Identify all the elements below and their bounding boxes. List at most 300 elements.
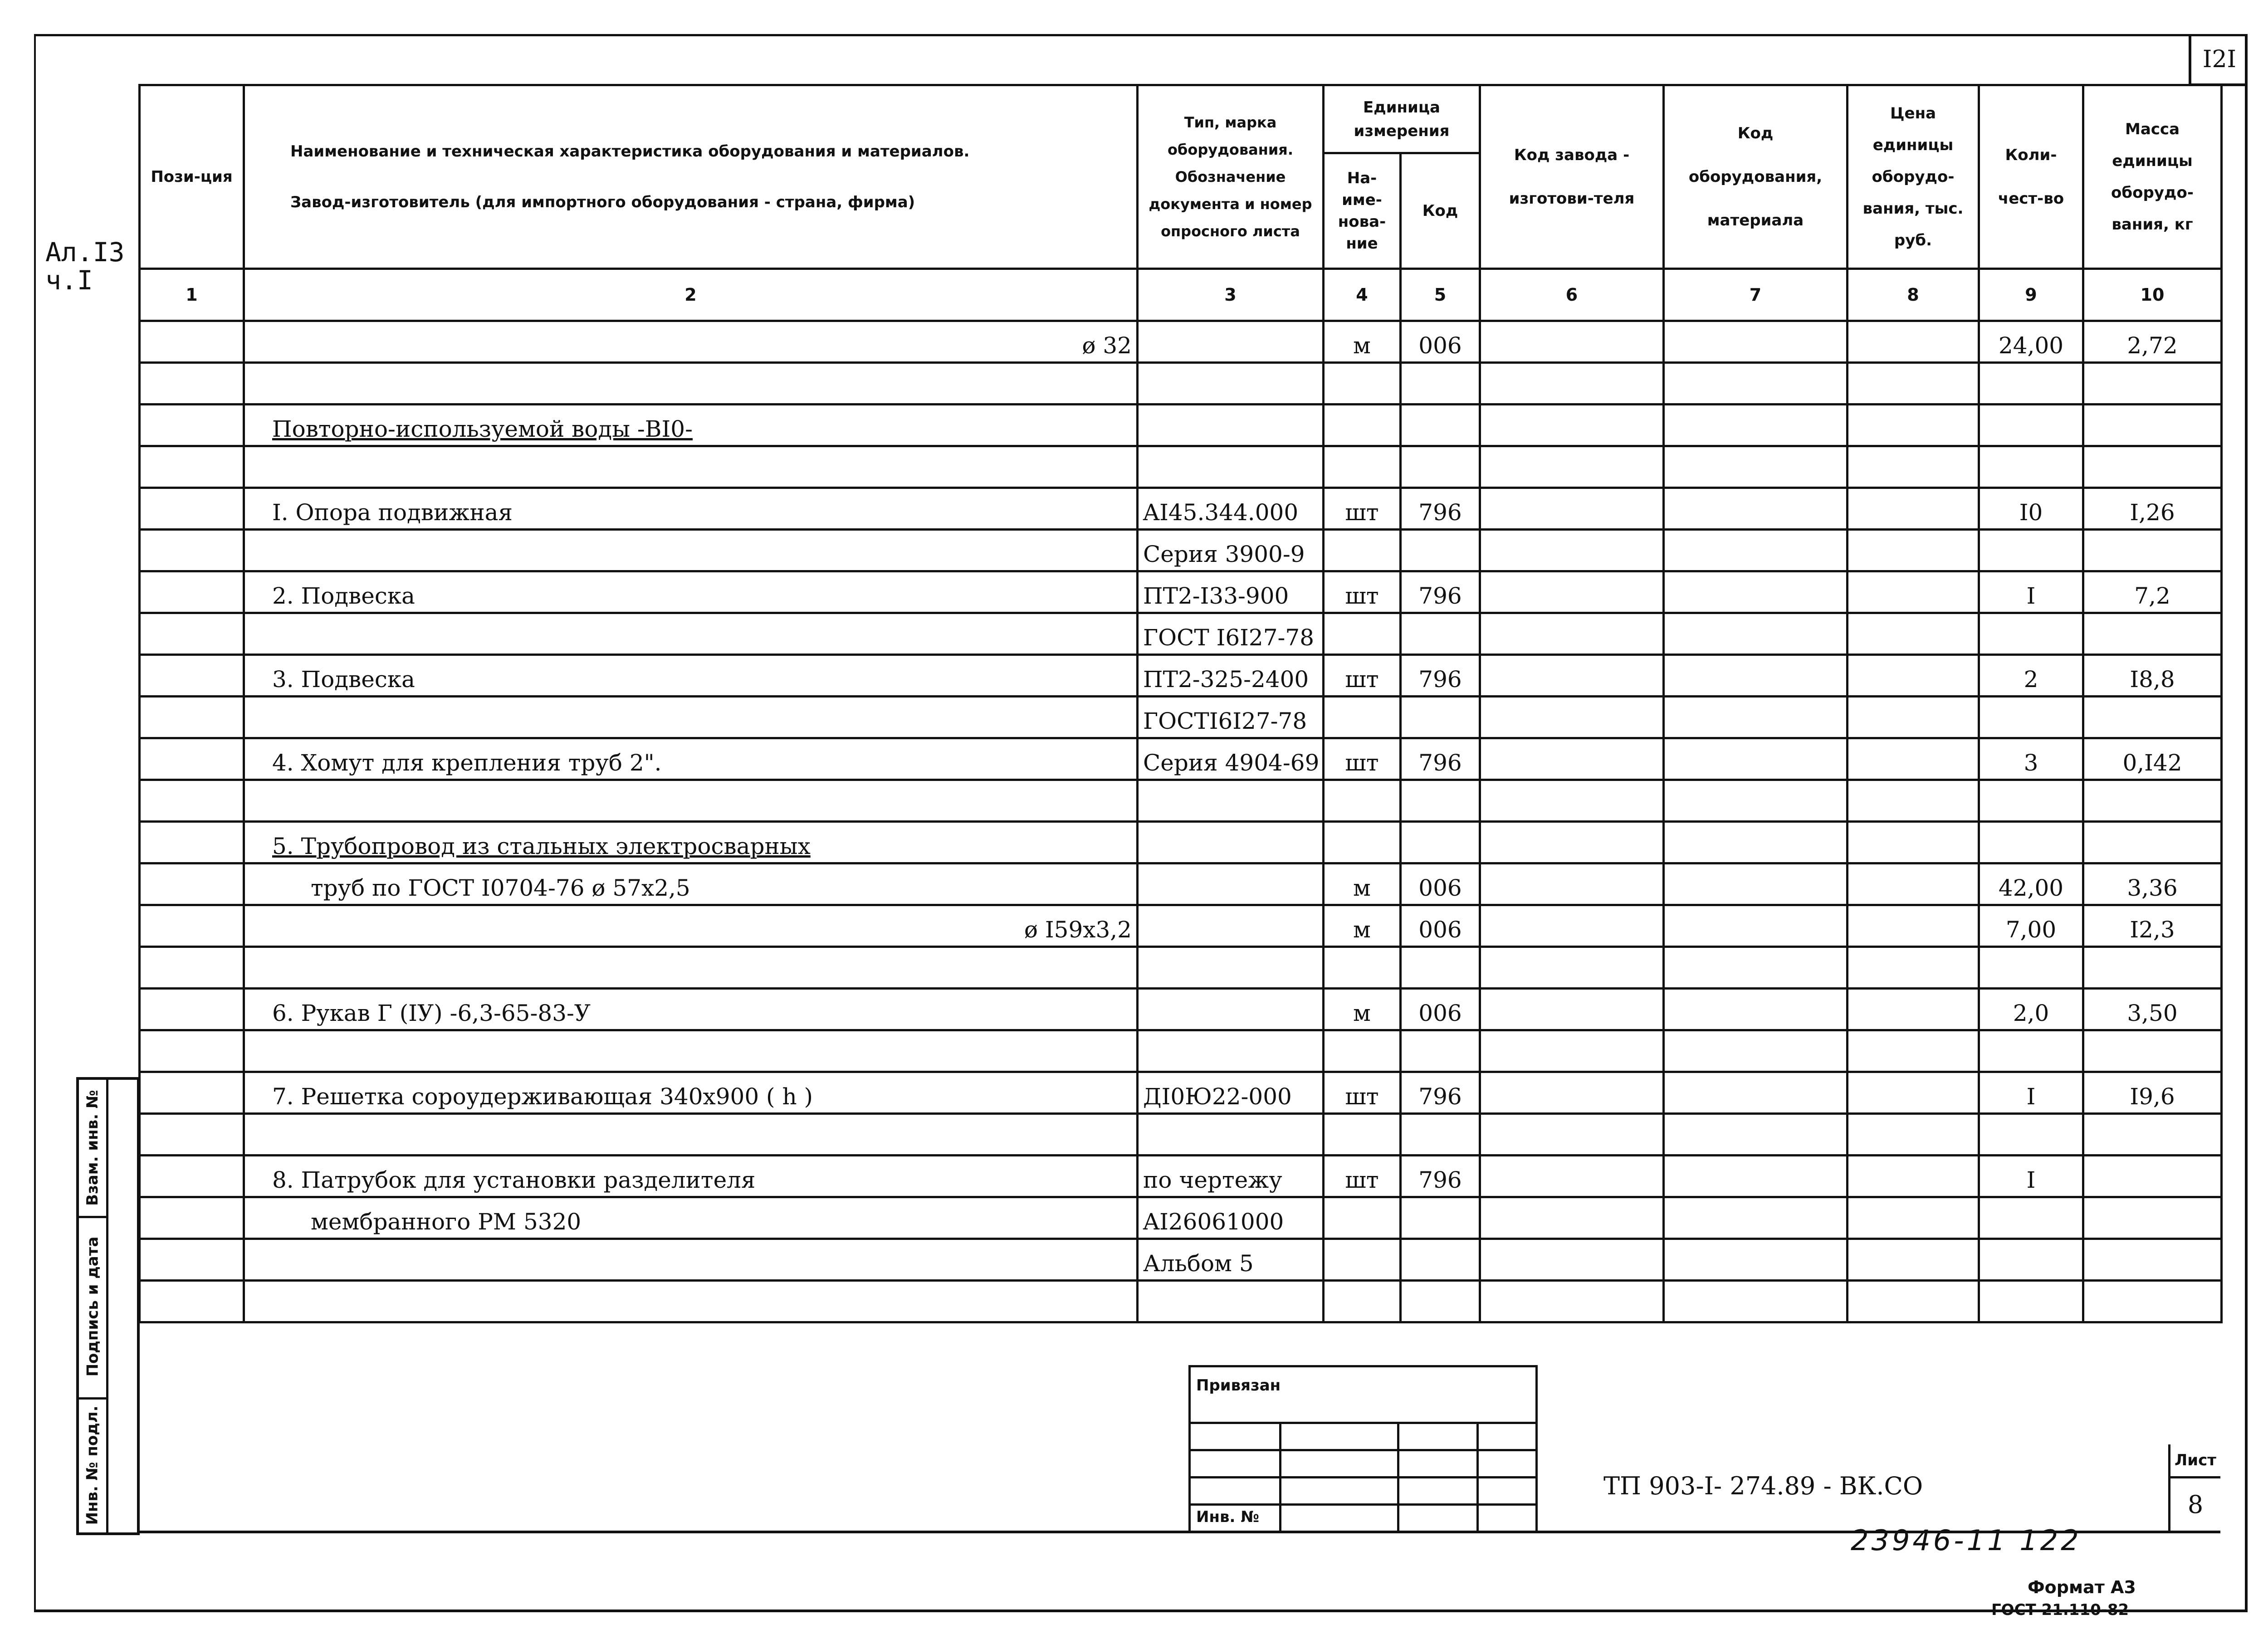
cell-mass	[2083, 405, 2222, 446]
cell-type	[1138, 1114, 1324, 1156]
cell-mass: I9,6	[2083, 1072, 2222, 1114]
cell-pos	[140, 989, 244, 1030]
cell-unit	[1324, 1239, 1401, 1281]
cell-code	[1401, 613, 1480, 655]
cell-p	[1848, 1281, 1979, 1322]
cell-code	[1401, 1281, 1480, 1322]
cell-pos	[140, 321, 244, 363]
table-row	[140, 571, 2222, 613]
cell-m	[1664, 446, 1848, 488]
cell-unit	[1324, 405, 1401, 446]
cell-qty: 2	[1979, 655, 2083, 697]
title-block	[1188, 1365, 1538, 1533]
cell-type	[1138, 321, 1324, 363]
cell-name: 6. Рукав Г (IУ) -6,3-65-83-У	[244, 989, 1138, 1030]
cell-p	[1848, 1156, 1979, 1197]
cell-type: ПТ2-I33-900	[1138, 571, 1324, 613]
cell-qty: 24,00	[1979, 321, 2083, 363]
cell-unit	[1324, 1030, 1401, 1072]
cell-pos	[140, 1030, 244, 1072]
cell-type	[1138, 863, 1324, 905]
cell-f	[1480, 738, 1664, 780]
cell-unit	[1324, 613, 1401, 655]
cell-unit	[1324, 1114, 1401, 1156]
header-position: Пози-ция	[140, 85, 244, 269]
cell-name	[244, 613, 1138, 655]
cell-qty	[1979, 1281, 2083, 1322]
table-body	[140, 321, 2222, 1322]
stamp-vzam: Взам. инв. №	[83, 1090, 102, 1206]
cell-p	[1848, 863, 1979, 905]
cell-qty: 42,00	[1979, 863, 2083, 905]
cell-m	[1664, 697, 1848, 738]
cell-p	[1848, 655, 1979, 697]
cell-m	[1664, 1072, 1848, 1114]
cell-pos	[140, 488, 244, 530]
cell-qty: 2,0	[1979, 989, 2083, 1030]
cell-m	[1664, 738, 1848, 780]
cell-mass	[2083, 697, 2222, 738]
cell-unit	[1324, 697, 1401, 738]
cell-type: AI45.344.000	[1138, 488, 1324, 530]
cell-f	[1480, 488, 1664, 530]
cell-code	[1401, 530, 1480, 571]
cell-code	[1401, 363, 1480, 405]
table-row	[140, 530, 2222, 571]
cell-pos	[140, 738, 244, 780]
cell-mass	[2083, 822, 2222, 863]
cell-qty	[1979, 1239, 2083, 1281]
table-row	[140, 989, 2222, 1030]
cell-mass: 2,72	[2083, 321, 2222, 363]
cell-f	[1480, 446, 1664, 488]
cell-code	[1401, 1030, 1480, 1072]
gost-label: ГОСТ 21.110-82	[1991, 1601, 2129, 1619]
col-number: 7	[1664, 269, 1848, 321]
cell-qty	[1979, 1114, 2083, 1156]
cell-m	[1664, 1239, 1848, 1281]
cell-name: мембранного РМ 5320	[244, 1197, 1138, 1239]
cell-code: 006	[1401, 989, 1480, 1030]
document-code: ТП 903-I- 274.89 - ВК.СО	[1603, 1472, 1923, 1500]
cell-mass	[2083, 1239, 2222, 1281]
cell-qty	[1979, 1030, 2083, 1072]
col-number: 4	[1324, 269, 1401, 321]
header-type: Тип, марка оборудования. Обозначение документа и номер опросного листа	[1138, 85, 1324, 269]
cell-code	[1401, 822, 1480, 863]
cell-code: 796	[1401, 488, 1480, 530]
cell-unit: шт	[1324, 655, 1401, 697]
cell-pos	[140, 530, 244, 571]
cell-name	[244, 1239, 1138, 1281]
specification-table	[138, 84, 2223, 1323]
cell-p	[1848, 1197, 1979, 1239]
header-unit-name: На-име-нова-ние	[1324, 153, 1401, 269]
cell-name: 4. Хомут для крепления труб 2".	[244, 738, 1138, 780]
header-name: Наименование и техническая характеристика оборудования и материалов. Завод-изготовитель (для импортного оборудования - страна, фирма)	[244, 85, 1138, 269]
cell-f	[1480, 989, 1664, 1030]
cell-qty	[1979, 1197, 2083, 1239]
cell-m	[1664, 989, 1848, 1030]
cell-code	[1401, 1197, 1480, 1239]
cell-m	[1664, 1156, 1848, 1197]
cell-pos	[140, 571, 244, 613]
cell-f	[1480, 1030, 1664, 1072]
cell-f	[1480, 1156, 1664, 1197]
table-row	[140, 780, 2222, 822]
cell-pos	[140, 780, 244, 822]
cell-code: 796	[1401, 1156, 1480, 1197]
header-equipment-code: Код оборудования, материала	[1664, 85, 1848, 269]
cell-code: 796	[1401, 655, 1480, 697]
side-mark-line-2: ч.I	[45, 265, 93, 296]
cell-mass	[2083, 1114, 2222, 1156]
cell-f	[1480, 1197, 1664, 1239]
cell-pos	[140, 1239, 244, 1281]
cell-p	[1848, 822, 1979, 863]
cell-f	[1480, 321, 1664, 363]
stamp-podpis: Подпись и дата	[83, 1236, 102, 1377]
cell-type: AI26061000	[1138, 1197, 1324, 1239]
cell-p	[1848, 405, 1979, 446]
cell-p	[1848, 363, 1979, 405]
cell-code	[1401, 780, 1480, 822]
cell-m	[1664, 780, 1848, 822]
cell-m	[1664, 321, 1848, 363]
col-number: 10	[2083, 269, 2222, 321]
cell-type	[1138, 822, 1324, 863]
cell-pos	[140, 822, 244, 863]
cell-mass	[2083, 1030, 2222, 1072]
table-row	[140, 655, 2222, 697]
cell-m	[1664, 655, 1848, 697]
cell-f	[1480, 571, 1664, 613]
cell-name: труб по ГОСТ I0704-76 ø 57х2,5	[244, 863, 1138, 905]
cell-mass	[2083, 947, 2222, 989]
cell-type: ГОСТI6I27-78	[1138, 697, 1324, 738]
cell-name: 3. Подвеска	[244, 655, 1138, 697]
cell-name: Повторно-используемой воды -BI0-	[244, 405, 1138, 446]
cell-type	[1138, 363, 1324, 405]
cell-p	[1848, 530, 1979, 571]
cell-pos	[140, 863, 244, 905]
cell-m	[1664, 1114, 1848, 1156]
cell-p	[1848, 1239, 1979, 1281]
col-number: 6	[1480, 269, 1664, 321]
cell-code	[1401, 947, 1480, 989]
cell-m	[1664, 613, 1848, 655]
cell-p	[1848, 1072, 1979, 1114]
cell-code: 796	[1401, 571, 1480, 613]
table-row	[140, 1156, 2222, 1197]
cell-qty: I	[1979, 1156, 2083, 1197]
cell-p	[1848, 446, 1979, 488]
cell-name	[244, 780, 1138, 822]
table-row	[140, 321, 2222, 363]
cell-unit: шт	[1324, 1072, 1401, 1114]
cell-qty: I	[1979, 1072, 2083, 1114]
side-mark-line-1: Ал.I3	[45, 237, 125, 268]
cell-qty	[1979, 446, 2083, 488]
cell-f	[1480, 780, 1664, 822]
header-quantity: Коли-чест-во	[1979, 85, 2083, 269]
cell-qty	[1979, 363, 2083, 405]
cell-mass: I2,3	[2083, 905, 2222, 947]
table-row	[140, 1072, 2222, 1114]
cell-p	[1848, 613, 1979, 655]
privyazan-label: Привязан	[1196, 1376, 1281, 1395]
sheet-number: 8	[2187, 1490, 2204, 1519]
side-stamp	[76, 1077, 140, 1535]
column-number-row	[140, 269, 2222, 321]
table-row	[140, 863, 2222, 905]
cell-name: 5. Трубопровод из стальных электросварных	[244, 822, 1138, 863]
cell-f	[1480, 655, 1664, 697]
cell-unit	[1324, 363, 1401, 405]
table-row	[140, 1114, 2222, 1156]
table-row	[140, 488, 2222, 530]
cell-pos	[140, 947, 244, 989]
cell-f	[1480, 1239, 1664, 1281]
cell-name	[244, 1030, 1138, 1072]
cell-qty	[1979, 405, 2083, 446]
cell-code: 006	[1401, 321, 1480, 363]
cell-code	[1401, 446, 1480, 488]
cell-f	[1480, 863, 1664, 905]
cell-type: ГОСТ I6I27-78	[1138, 613, 1324, 655]
cell-qty: 7,00	[1979, 905, 2083, 947]
cell-qty	[1979, 697, 2083, 738]
table-row	[140, 446, 2222, 488]
cell-pos	[140, 1197, 244, 1239]
cell-m	[1664, 947, 1848, 989]
cell-unit	[1324, 822, 1401, 863]
cell-pos	[140, 1072, 244, 1114]
cell-f	[1480, 947, 1664, 989]
cell-f	[1480, 1072, 1664, 1114]
sheet-number-top: I2I	[2189, 35, 2248, 86]
cell-m	[1664, 863, 1848, 905]
cell-qty	[1979, 780, 2083, 822]
cell-code: 006	[1401, 905, 1480, 947]
cell-p	[1848, 947, 1979, 989]
cell-qty	[1979, 613, 2083, 655]
cell-f	[1480, 1114, 1664, 1156]
header-factory-code: Код завода - изготови-теля	[1480, 85, 1664, 269]
cell-f	[1480, 697, 1664, 738]
cell-p	[1848, 488, 1979, 530]
format-label: Формат А3	[2028, 1577, 2136, 1597]
cell-type	[1138, 989, 1324, 1030]
cell-type	[1138, 905, 1324, 947]
cell-unit: шт	[1324, 738, 1401, 780]
cell-name: I. Опора подвижная	[244, 488, 1138, 530]
cell-unit	[1324, 1281, 1401, 1322]
cell-f	[1480, 530, 1664, 571]
cell-mass	[2083, 363, 2222, 405]
cell-qty: 3	[1979, 738, 2083, 780]
cell-mass	[2083, 1156, 2222, 1197]
cell-m	[1664, 405, 1848, 446]
col-number: 2	[244, 269, 1138, 321]
cell-unit: м	[1324, 863, 1401, 905]
cell-name	[244, 530, 1138, 571]
cell-type	[1138, 947, 1324, 989]
cell-pos	[140, 405, 244, 446]
cell-type	[1138, 780, 1324, 822]
cell-type: Серия 4904-69	[1138, 738, 1324, 780]
cell-unit: м	[1324, 989, 1401, 1030]
cell-p	[1848, 905, 1979, 947]
cell-m	[1664, 822, 1848, 863]
cell-m	[1664, 530, 1848, 571]
cell-name	[244, 1281, 1138, 1322]
cell-type	[1138, 1030, 1324, 1072]
cell-m	[1664, 571, 1848, 613]
cell-type	[1138, 405, 1324, 446]
cell-pos	[140, 697, 244, 738]
table-row	[140, 1281, 2222, 1322]
table-row	[140, 1239, 2222, 1281]
table-row	[140, 363, 2222, 405]
cell-pos	[140, 1156, 244, 1197]
col-number: 3	[1138, 269, 1324, 321]
cell-code	[1401, 697, 1480, 738]
cell-qty: I0	[1979, 488, 2083, 530]
cell-unit: шт	[1324, 488, 1401, 530]
cell-name	[244, 363, 1138, 405]
table-row	[140, 1197, 2222, 1239]
cell-unit	[1324, 780, 1401, 822]
cell-pos	[140, 613, 244, 655]
cell-unit	[1324, 530, 1401, 571]
cell-mass	[2083, 780, 2222, 822]
table-row	[140, 613, 2222, 655]
table-row	[140, 905, 2222, 947]
cell-mass: 3,36	[2083, 863, 2222, 905]
cell-m	[1664, 488, 1848, 530]
cell-type: Альбом 5	[1138, 1239, 1324, 1281]
table-row	[140, 1030, 2222, 1072]
inv-no-label: Инв. №	[1196, 1508, 1260, 1526]
cell-name: 2. Подвеска	[244, 571, 1138, 613]
table-row	[140, 738, 2222, 780]
cell-type: ДI0Ю22-000	[1138, 1072, 1324, 1114]
cell-name: ø 32	[244, 321, 1138, 363]
cell-name: ø I59х3,2	[244, 905, 1138, 947]
cell-unit	[1324, 446, 1401, 488]
cell-mass: I8,8	[2083, 655, 2222, 697]
col-number: 9	[1979, 269, 2083, 321]
cell-m	[1664, 1281, 1848, 1322]
cell-qty	[1979, 530, 2083, 571]
handwritten-number: 23946-11 122	[1851, 1524, 2082, 1557]
cell-qty: I	[1979, 571, 2083, 613]
cell-p	[1848, 571, 1979, 613]
cell-m	[1664, 363, 1848, 405]
cell-qty	[1979, 822, 2083, 863]
cell-f	[1480, 363, 1664, 405]
cell-mass: I,26	[2083, 488, 2222, 530]
cell-unit: м	[1324, 905, 1401, 947]
cell-code: 796	[1401, 1072, 1480, 1114]
cell-unit	[1324, 947, 1401, 989]
header-mass: Масса единицы оборудо-вания, кг	[2083, 85, 2222, 269]
cell-name	[244, 446, 1138, 488]
cell-name: 7. Решетка сороудерживающая 340х900 ( h )	[244, 1072, 1138, 1114]
cell-type	[1138, 1281, 1324, 1322]
table-row	[140, 947, 2222, 989]
header-unit: Единица измерения	[1324, 85, 1480, 153]
col-number: 5	[1401, 269, 1480, 321]
cell-mass: 0,I42	[2083, 738, 2222, 780]
cell-f	[1480, 822, 1664, 863]
cell-p	[1848, 989, 1979, 1030]
col-number: 1	[140, 269, 244, 321]
cell-name: 8. Патрубок для установки разделителя	[244, 1156, 1138, 1197]
cell-mass	[2083, 1197, 2222, 1239]
col-number: 8	[1848, 269, 1979, 321]
cell-pos	[140, 1114, 244, 1156]
cell-p	[1848, 697, 1979, 738]
cell-unit: шт	[1324, 1156, 1401, 1197]
cell-unit: м	[1324, 321, 1401, 363]
sheet-box	[2168, 1444, 2220, 1533]
cell-name	[244, 1114, 1138, 1156]
cell-pos	[140, 905, 244, 947]
cell-name	[244, 697, 1138, 738]
cell-qty	[1979, 947, 2083, 989]
cell-mass	[2083, 530, 2222, 571]
cell-pos	[140, 446, 244, 488]
cell-pos	[140, 363, 244, 405]
cell-p	[1848, 738, 1979, 780]
cell-unit: шт	[1324, 571, 1401, 613]
cell-code	[1401, 1114, 1480, 1156]
cell-name	[244, 947, 1138, 989]
side-mark	[45, 238, 125, 294]
cell-code	[1401, 405, 1480, 446]
cell-p	[1848, 780, 1979, 822]
table-row	[140, 405, 2222, 446]
cell-p	[1848, 1030, 1979, 1072]
cell-mass: 3,50	[2083, 989, 2222, 1030]
header-unit-code: Код	[1401, 153, 1480, 269]
table-row	[140, 822, 2222, 863]
cell-type: Серия 3900-9	[1138, 530, 1324, 571]
cell-f	[1480, 405, 1664, 446]
cell-p	[1848, 1114, 1979, 1156]
sheet-label: Лист	[2170, 1444, 2220, 1478]
cell-m	[1664, 1197, 1848, 1239]
cell-f	[1480, 613, 1664, 655]
cell-code: 006	[1401, 863, 1480, 905]
cell-code	[1401, 1239, 1480, 1281]
cell-mass: 7,2	[2083, 571, 2222, 613]
cell-type: по чертежу	[1138, 1156, 1324, 1197]
cell-unit	[1324, 1197, 1401, 1239]
cell-p	[1848, 321, 1979, 363]
cell-type: ПТ2-325-2400	[1138, 655, 1324, 697]
header-price: Цена единицы оборудо-вания, тыс. руб.	[1848, 85, 1979, 269]
cell-m	[1664, 905, 1848, 947]
cell-code: 796	[1401, 738, 1480, 780]
cell-mass	[2083, 1281, 2222, 1322]
stamp-inv: Инв. № подл.	[83, 1405, 102, 1525]
cell-mass	[2083, 446, 2222, 488]
cell-m	[1664, 1030, 1848, 1072]
cell-f	[1480, 1281, 1664, 1322]
